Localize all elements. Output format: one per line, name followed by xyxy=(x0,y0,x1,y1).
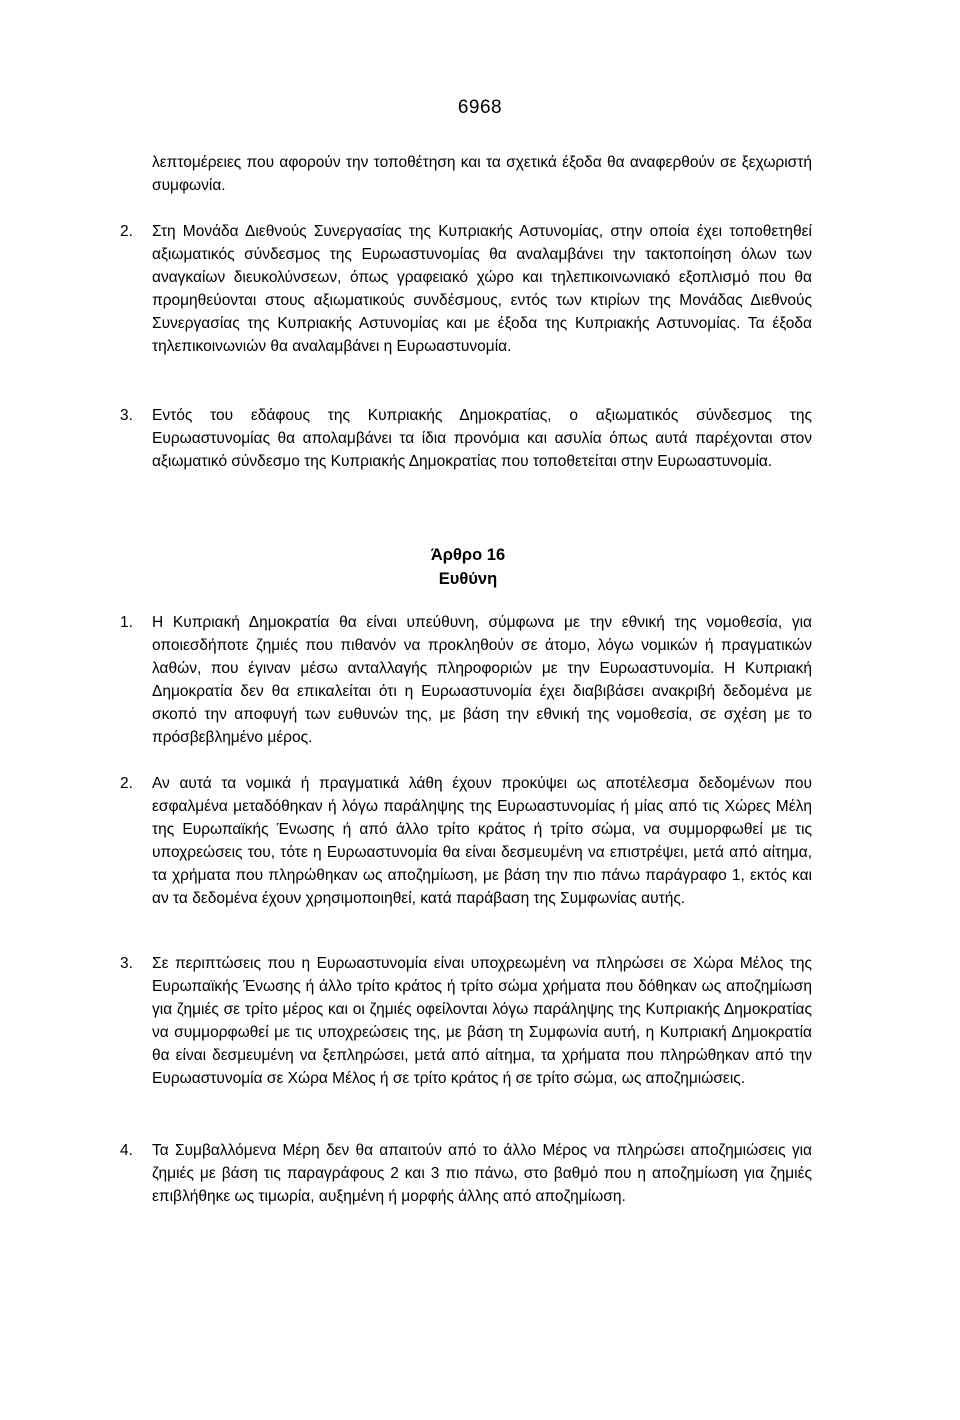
article16-paragraph-3: Σε περιπτώσεις που η Ευρωαστυνομία είναι υποχρεωμένη να πληρώσει σε Χώρα Μέλος της Ευρωπαϊκής Ένωσης ή άλλο τρίτο κράτος ή τρίτο σώμα χρήματα που δόθηκαν ως αποζημίωση για ζημιές σε τρίτο μέρος και οι ζημιές οφείλονται λόγω παράληψης της Κυπριακής Δημοκρατίας να συμμορφωθεί με τις υποχρεώσεις της, με βάση τη Συμφωνία αυτή, η Κυπριακή Δημοκρατία θα είναι δεσμευμένη να ξεπληρώσει, μετά από αίτημα, τα χρήματα που πληρώθηκαν από την Ευρωαστυνομία σε Χώρα Μέλος ή σε τρίτο κράτος ή σε τρίτο σώμα, ως αποζημιώσεις. xyxy=(152,955,812,1087)
paragraph-number: 2. xyxy=(120,223,133,240)
article16-paragraph-2: Αν αυτά τα νομικά ή πραγματικά λάθη έχουν προκύψει ως αποτέλεσμα δεδομένων που εσφαλμένα μεταδόθηκαν ή λόγω παράληψης της Ευρωαστυνομίας ή μίας από τις Χώρες Μέλη της Ευρωπαϊκής Ένωσης ή από άλλο τρίτο κράτος ή τρίτο σώμα, να συμμορφωθεί με τις υποχρεώσεις του, τότε η Ευρωαστυνομία θα είναι δεσμευμένη να επιστρέψει, μετά από αίτημα, τα χρήματα που πληρώθηκαν ως αποζημίωση, με βάση την πιο πάνω παράγραφο 1, εκτός και αν τα δεδομένα έχουν χρησιμοποιηθεί, κατά παράβαση της Συμφωνίας αυτής. xyxy=(152,775,812,907)
paragraph-number: 2. xyxy=(120,775,133,792)
intro-paragraph: λεπτομέρειες που αφορούν την τοποθέτηση και τα σχετικά έξοδα θα αναφερθούν σε ξεχωριστή συμφωνία. xyxy=(152,154,812,194)
paragraph-number: 4. xyxy=(120,1142,133,1159)
paragraph-number: 1. xyxy=(120,614,133,631)
paragraph-number: 3. xyxy=(120,955,133,972)
paragraph-number: 3. xyxy=(120,407,133,424)
page-number: 6968 xyxy=(457,97,503,118)
article15-paragraph-2: Στη Μονάδα Διεθνούς Συνεργασίας της Κυπριακής Αστυνομίας, στην οποία έχει τοποθετηθεί αξιωματικός σύνδεσμος της Ευρωαστυνομίας θα αναλαμβάνει την τακτοποίηση όλων των αναγκαίων διευκολύνσεων, όπως γραφειακό χώρο και τηλεπικοινωνιακό εξοπλισμό που θα προμηθεύονται στους αξιωματικούς συνδέσμους, εντός των κτιρίων της Μονάδας Διεθνούς Συνεργασίας της Κυπριακής Αστυνομίας και με έξοδα της Κυπριακής Αστυνομίας. Τα έξοδα τηλεπικοινωνιών θα αναλαμβάνει η Ευρωαστυνομία. xyxy=(152,223,812,355)
article16-paragraph-1: Η Κυπριακή Δημοκρατία θα είναι υπεύθυνη, σύμφωνα με την εθνική της νομοθεσία, για οποιεσδήποτε ζημιές που πιθανόν να προκληθούν σε άτομο, λόγω νομικών ή πραγματικών λαθών, που έγιναν μέσω ανταλλαγής πληροφοριών με την Ευρωαστυνομία. Η Κυπριακή Δημοκρατία δεν θα επικαλείται ότι η Ευρωαστυνομία έχει διαβιβάσει ανακριβή δεδομένα με σκοπό την αποφυγή των ευθυνών της, με βάση την εθνική της νομοθεσία, σε σχέση με το πρόσβεβλημένο μέρος. xyxy=(152,614,812,746)
article16-paragraph-4: Τα Συμβαλλόμενα Μέρη δεν θα απαιτούν από το άλλο Μέρος να πληρώσει αποζημιώσεις για ζημιές με βάση τις παραγράφους 2 και 3 πιο πάνω, στο βαθμό που η αποζημίωση για ζημιές επιβλήθηκε ως τιμωρία, αυξημένη ή μορφής άλλης από αποζημίωση. xyxy=(152,1142,812,1205)
article-heading: Άρθρο 16 xyxy=(430,546,506,564)
article15-paragraph-3: Εντός του εδάφους της Κυπριακής Δημοκρατίας, ο αξιωματικός σύνδεσμος της Ευρωαστυνομίας θα απολαμβάνει τα ίδια προνόμια και ασυλία όπως αυτά παρέχονται στον αξιωματικό σύνδεσμο της Κυπριακής Δημοκρατίας που τοποθετείται στην Ευρωαστυνομία. xyxy=(152,407,812,470)
article-title: Ευθύνη xyxy=(438,570,498,588)
